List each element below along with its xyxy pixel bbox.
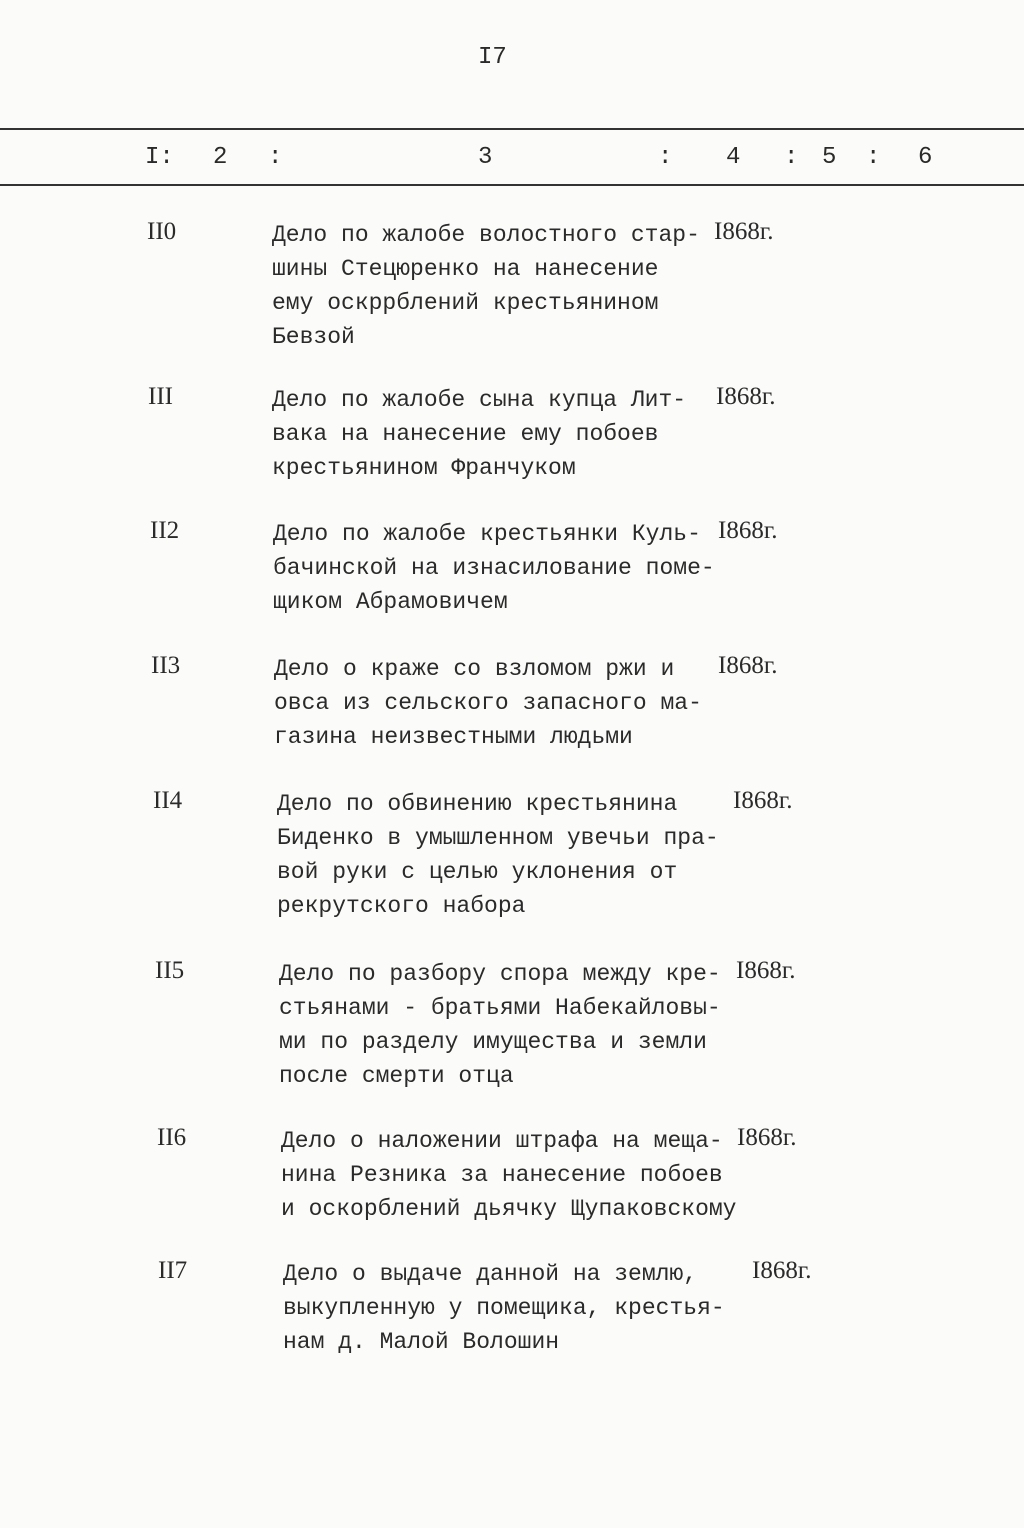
description-line: бачинской на изнасилование поме- [273,555,715,581]
column-header: : [784,144,799,171]
entry-description [283,1257,725,1359]
page-number: I7 [478,44,507,71]
entry-description [281,1124,736,1226]
entry-year: I868г. [718,652,778,679]
entry-description [272,383,686,485]
description-line: овса из сельского запасного ма- [274,690,702,716]
description-line: шины Стецюренко на нанесение [272,256,659,282]
description-line: Дело по жалобе волостного стар- [272,222,700,248]
description-line: Биденко в умышленном увечьи пра- [277,825,719,851]
description-line: нам д. Малой Волошин [283,1329,560,1355]
entry-year: I868г. [716,383,776,410]
description-line: Дело по обвинению крестьянина [277,791,678,817]
entry-number: II0 [147,218,177,245]
entry-description [277,787,719,923]
description-line: Дело по разбору спора между кре- [279,961,721,987]
column-header: 4 [726,144,741,171]
entry-description [274,652,702,754]
description-line: ему оскррблений крестьянином [272,290,659,316]
entry-number: II4 [153,787,183,814]
column-header: : [866,144,881,171]
description-line: рекрутского набора [277,893,526,919]
entry-number: II6 [157,1124,187,1151]
description-line: выкупленную у помещика, крестья- [283,1295,725,1321]
description-line: Дело о краже со взломом ржи и [274,656,675,682]
entry-year: I868г. [737,1124,797,1151]
description-line: Дело о наложении штрафа на меща- [281,1128,723,1154]
description-line: Бевзой [272,324,355,350]
entry-description [279,957,721,1093]
entry-year: I868г. [718,517,778,544]
description-line: стьянами - братьями Набекайловы- [279,995,721,1021]
description-line: вака на нанесение ему побоев [272,421,659,447]
entry-number: II3 [151,652,181,679]
header-bottom-rule [0,184,1024,186]
entry-number: II5 [155,957,185,984]
description-line: Дело по жалобе сына купца Лит- [272,387,687,413]
description-line: после смерти отца [279,1063,514,1089]
column-header: : [268,144,283,171]
column-header: 2 [213,144,228,171]
entry-description [272,218,700,354]
entry-number: II2 [150,517,180,544]
description-line: нина Резника за нанесение побоев [281,1162,723,1188]
column-header: 6 [918,144,933,171]
entry-number: II7 [158,1257,188,1284]
header-top-rule [0,128,1024,130]
entry-year: I868г. [752,1257,812,1284]
entry-year: I868г. [733,787,793,814]
description-line: щиком Абрамовичем [273,589,508,615]
entry-year: I868г. [736,957,796,984]
description-line: и оскорблений дьячку Щупаковскому [281,1196,737,1222]
description-line: крестьянином Франчуком [272,455,576,481]
description-line: газина неизвестными людьми [274,724,633,750]
column-header: 3 [478,144,493,171]
column-header: 5 [822,144,837,171]
description-line: ми по разделу имущества и земли [279,1029,707,1055]
description-line: вой руки с целью уклонения от [277,859,678,885]
entry-description [273,517,715,619]
description-line: Дело о выдаче данной на землю, [283,1261,698,1287]
description-line: Дело по жалобе крестьянки Куль- [273,521,701,547]
entry-year: I868г. [714,218,774,245]
column-header: I: [145,144,174,171]
entry-number: III [148,383,173,410]
column-header: : [658,144,673,171]
